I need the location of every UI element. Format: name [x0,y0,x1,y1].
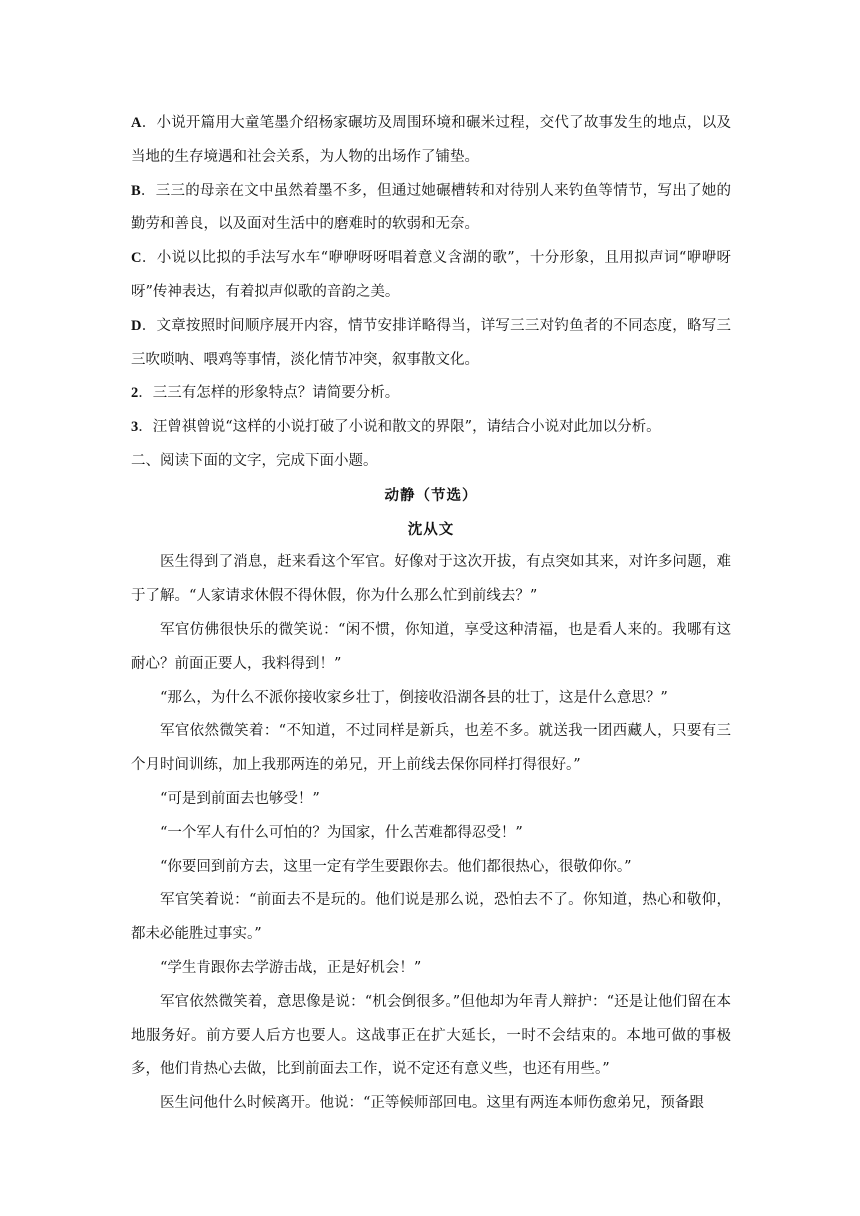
section-heading: 二、阅读下面的文字，完成下面小题。 [131,452,378,469]
question-text: ．汪曾祺曾说“这样的小说打破了小说和散文的界限”，请结合小说对此加以分析。 [138,419,661,436]
article-paragraph: 医生问他什么时候离开。他说：“正等候师部回电。这里有两连本师伤愈弟兄，预备跟 [160,1095,704,1112]
option-b [131,175,731,243]
article-paragraph: 军官笑着说：“前面去不是玩的。他们说是那么说，恐怕去不了。你知道，热心和敬仰，都未必能胜过事实。” [131,892,731,943]
option-text: ．小说以比拟的手法写水车“咿咿呀呀唱着意义含湖的歌”，十分形象，且用拟声词“咿咿呀呀”传神表达，有着拟声似歌的音韵之美。 [131,250,731,300]
document-page [131,107,731,1121]
article-paragraph: 军官依然微笑着，意思像是说：“机会倒很多。”但他却为年青人辩护：“还是让他们留在本地服务好。前方要人后方也要人。这战事正在扩大延长，一时不会结束的。本地可做的事极多，他们肯热心去做，比到前面去工作，说不定还有意义些，也还有用些。” [131,993,731,1078]
article-paragraph: “那么，为什么不派你接收家乡壮丁，倒接收沿湖各县的壮丁，这是什么意思？” [160,689,668,706]
article-paragraph: 军官仿佛很快乐的微笑说：“闲不惯，你知道，享受这种清福，也是看人来的。我哪有这耐心？前面正要人，我料得到！” [131,621,731,672]
option-letter: C [131,250,142,267]
option-letter: A [131,115,142,131]
question-number: 3 [131,419,139,436]
option-letter: D [131,317,142,334]
question-2 [131,377,731,411]
option-c [131,242,731,310]
article-paragraph: “可是到前面去也够受！” [160,790,320,807]
article-paragraph: “一个军人有什么可怕的？为国家，什么苦难都得忍受！” [160,824,523,841]
option-letter: B [131,182,141,199]
article-paragraph: 医生得到了消息，赶来看这个军官。好像对于这次开拔，有点突如其来，对许多问题，难于了解。“人家请求休假不得休假，你为什么那么忙到前线去？” [131,554,731,605]
option-d [131,310,731,378]
question-text: ．三三有怎样的形象特点？请简要分析。 [138,385,400,402]
option-text: ．小说开篇用大童笔墨介绍杨家碾坊及周围环境和碾米过程，交代了故事发生的地点，以及当地的生存境遇和社会关系，为人物的出场作了铺垫。 [131,115,731,165]
article-paragraph: “学生肯跟你去学游击战，正是好机会！” [160,959,422,976]
option-text: ．三三的母亲在文中虽然着墨不多，但通过她碾槽转和对待别人来钓鱼等情节，写出了她的勤劳和善良，以及面对生活中的磨难时的软弱和无奈。 [131,182,731,233]
article-paragraph: “你要回到前方去，这里一定有学生要跟你去。他们都很热心，很敬仰你。” [160,858,632,875]
option-text: ．文章按照时间顺序展开内容，情节安排详略得当，详写三三对钓鱼者的不同态度，略写三三吹唢呐、喂鸡等事情，淡化情节冲突，叙事散文化。 [131,317,731,368]
option-a [131,107,731,175]
question-3 [131,411,731,445]
question-number: 2 [131,385,139,402]
article-title: 动静（节选） [384,486,478,504]
article-author: 沈从文 [407,520,455,538]
article-paragraph: 军官依然微笑着：“不知道，不过同样是新兵，也差不多。就送我一团西藏人，只要有三个月时间训练，加上我那两连的弟兄，开上前线去保你同样打得很好。” [131,723,731,774]
